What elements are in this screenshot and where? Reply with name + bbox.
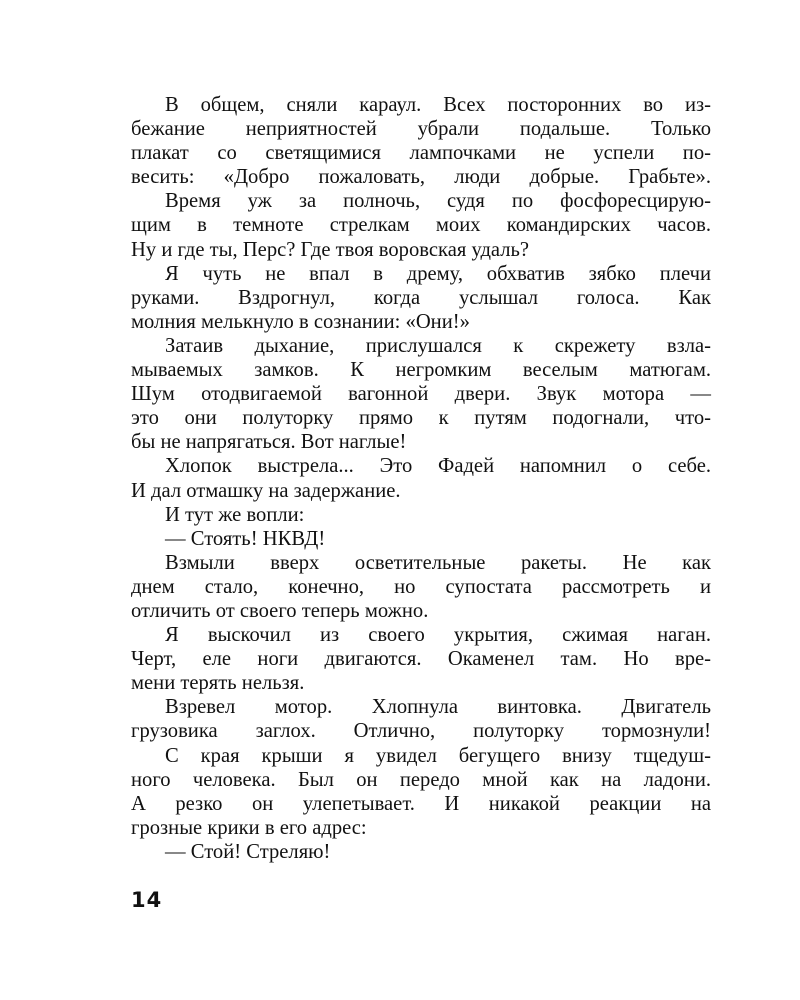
text-line: — Стой! Стреляю! [165, 840, 331, 863]
text-line: И дал отмашку на задержание. [131, 479, 401, 502]
text-line: Взревел мотор. Хлопнула винтовка. Двигатель [165, 696, 711, 719]
text-line: молния мелькнуло в сознании: «Они!» [131, 310, 470, 333]
text-line: грузовика заглох. Отлично, полуторку тормознули! [131, 720, 711, 743]
body-text [131, 93, 711, 864]
text-line: мываемых замков. К негромким веселым матюгам. [131, 359, 711, 382]
text-line: Хлопок выстрела... Это Фадей напомнил о себе. [165, 455, 711, 478]
text-line: И тут же вопли: [165, 503, 305, 526]
text-line: — Стоять! НКВД! [165, 527, 326, 550]
text-line: Я выскочил из своего укрытия, сжимая наган. [165, 624, 711, 647]
text-line: Затаив дыхание, прислушался к скрежету взла- [165, 334, 711, 357]
page-number: 14 [131, 888, 163, 912]
text-line: бежание неприятностей убрали подальше. Только [131, 118, 711, 141]
text-line: щим в темноте стрелкам моих командирских часов. [131, 214, 711, 237]
text-line: Взмыли вверх осветительные ракеты. Не как [165, 551, 711, 574]
text-line: руками. Вздрогнул, когда услышал голоса. Как [131, 286, 711, 309]
text-line: мени терять нельзя. [131, 672, 305, 695]
text-line: днем стало, конечно, но супостата рассмотреть и [131, 575, 711, 598]
text-line: плакат со светящимися лампочками не успели по- [131, 142, 711, 165]
text-line: отличить от своего теперь можно. [131, 599, 429, 622]
text-line: Время уж за полночь, судя по фосфоресцирую- [165, 190, 711, 213]
text-line: Ну и где ты, Перс? Где твоя воровская удаль? [131, 238, 530, 261]
text-line: грозные крики в его адрес: [131, 816, 367, 839]
text-line: Черт, еле ноги двигаются. Окаменел там. Но вре- [131, 648, 711, 671]
text-line: С края крыши я увидел бегущего внизу тщедуш- [165, 744, 711, 767]
text-line: Шум отодвигаемой вагонной двери. Звук мотора — [131, 383, 711, 406]
text-line: А резко он улепетывает. И никакой реакции на [131, 792, 711, 815]
text-line: Я чуть не впал в дрему, обхватив зябко плечи [165, 262, 711, 285]
text-line: бы не напрягаться. Вот наглые! [131, 431, 407, 454]
text-line: это они полуторку прямо к путям подогнали, что- [131, 407, 711, 430]
text-line: весить: «Добро пожаловать, люди добрые. Грабьте». [131, 166, 711, 189]
text-line: ного человека. Был он передо мной как на ладони. [131, 768, 711, 791]
text-line: В общем, сняли караул. Всех посторонних во из- [165, 94, 711, 116]
